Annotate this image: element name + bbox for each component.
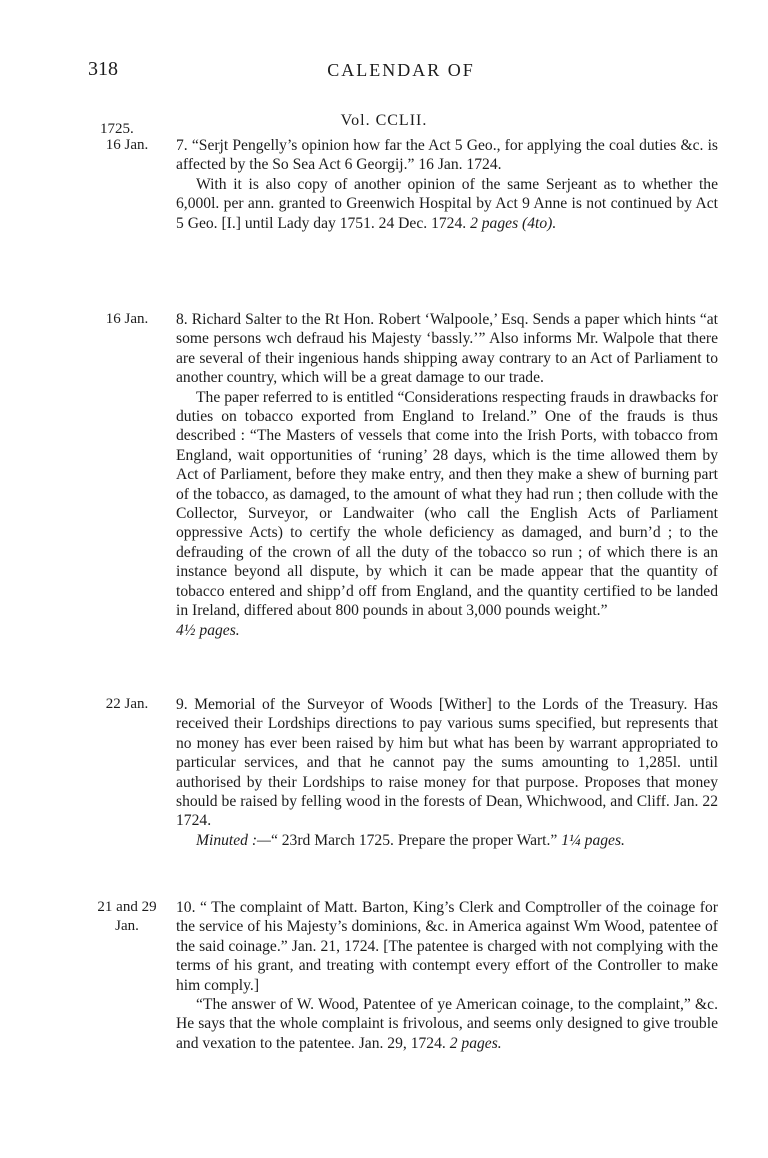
entry-body xyxy=(176,898,718,1053)
entry-paragraph: The paper referred to is entitled “Considerations respecting frauds in drawbacks for duties on tobacco exported from England to Ireland.” One of the frauds is thus described : “The Masters of vessels that come into the Irish Ports, with tobacco from England, wait opportunities of ‘runing’ 28 days, which is the time allowed them by Act of Parliament, before they make entry, and then they make a shew of burning part of the tobacco, as damaged, to the amount of what they had run ; then collude with the Collector, Surveyor, or Landwaiter (who call the English Acts of Parliament oppressive Acts) to certify the whole deficiency as damaged, and burn’d ; to the defrauding of the crown of all the duty of the tobacco so run ; of which there is an instance beyond all dispute, by which it can be made appear that the quantity of tobacco entered and shipp’d off from England, and the quantity certified to be landed in Ireland, differed about 800 pounds in about 3,000 pounds weight.” 4½ pages. xyxy=(176,388,718,639)
entry-paragraph: 8. Richard Salter to the Rt Hon. Robert ‘Walpoole,’ Esq. Sends a paper which hints “at some persons wch defraud his Majesty ‘bassly.’” Also informs Mr. Walpole that there are several of their ingenious hands shipping away contrary to an Act of Parliament to another country, which will be a great damage to our trade. xyxy=(176,311,718,387)
entry-date: 21 and 29 Jan. xyxy=(97,899,157,935)
page-count: 1¼ pages. xyxy=(561,831,625,849)
minuted-label: Minuted :— xyxy=(196,831,271,849)
entry-paragraph xyxy=(176,831,718,850)
page-count: 2 pages (4to). xyxy=(470,214,557,232)
page-header xyxy=(88,58,714,84)
calendar-entry-10 xyxy=(88,898,718,1053)
entry-date: 16 Jan. xyxy=(105,137,149,153)
calendar-entry-7 xyxy=(88,136,718,233)
entry-paragraph: 10. “ The complaint of Matt. Barton, King’s Clerk and Comptroller of the coinage for the service of his Majesty’s dominions, &c. in America against Wm Wood, patentee of the said coinage.” Jan. 21, 1724. [The patentee is charged with not complying with the terms of his grant, and treating with contempt every effort of the Controller to make him comply.] xyxy=(176,899,718,994)
calendar-entry-8 xyxy=(88,310,718,640)
running-head: CALENDAR OF xyxy=(327,60,475,80)
entry-paragraph: 7. “Serjt Pengelly’s opinion how far the Act 5 Geo., for applying the coal duties &c. is affected by the So Sea Act 6 Georgij.” 16 Jan. 1724. xyxy=(176,137,718,174)
minute-text: “ 23rd March 1725. Prepare the proper Wart.” xyxy=(270,831,558,849)
entry-body xyxy=(176,310,718,640)
entry-date: 22 Jan. xyxy=(105,696,149,712)
year-label: 1725. xyxy=(100,121,134,137)
calendar-entry-9 xyxy=(88,695,718,850)
entry-body xyxy=(176,695,718,850)
page-count: 2 pages. xyxy=(449,1034,502,1052)
volume-heading: Vol. CCLII. xyxy=(340,112,428,129)
entry-date: 16 Jan. xyxy=(105,311,149,327)
page-count: 4½ pages. xyxy=(176,621,240,639)
entry-body xyxy=(176,136,718,233)
entry-paragraph: With it is also copy of another opinion of the same Serjeant as to whether the 6,000l. per ann. granted to Greenwich Hospital by Act 9 Anne is not continued by Act 5 Geo. [I.] until Lady day 1751. 24 Dec. 1724. 2 pages (4to). xyxy=(176,175,718,232)
page-number: 318 xyxy=(88,58,118,80)
entry-paragraph: “The answer of W. Wood, Patentee of ye American coinage, to the complaint,” &c. He says that the whole complaint is frivolous, and seems only designed to give trouble and vexation to the patentee. Jan. 29, 1724. 2 pages. xyxy=(176,996,718,1052)
entry-paragraph: 9. Memorial of the Surveyor of Woods [Wither] to the Lords of the Treasury. Has received their Lordships directions to pay various sums specified, but represents that no money has ever been raised by him but what has been by warrant appropriated to particular services, and that he cannot pay the sums amounting to 1,285l. until authorised by their Lordships to raise money for that purpose. Proposes that money should be raised by felling wood in the forests of Dean, Whichwood, and Cliff. Jan. 22 1724. xyxy=(176,696,718,830)
